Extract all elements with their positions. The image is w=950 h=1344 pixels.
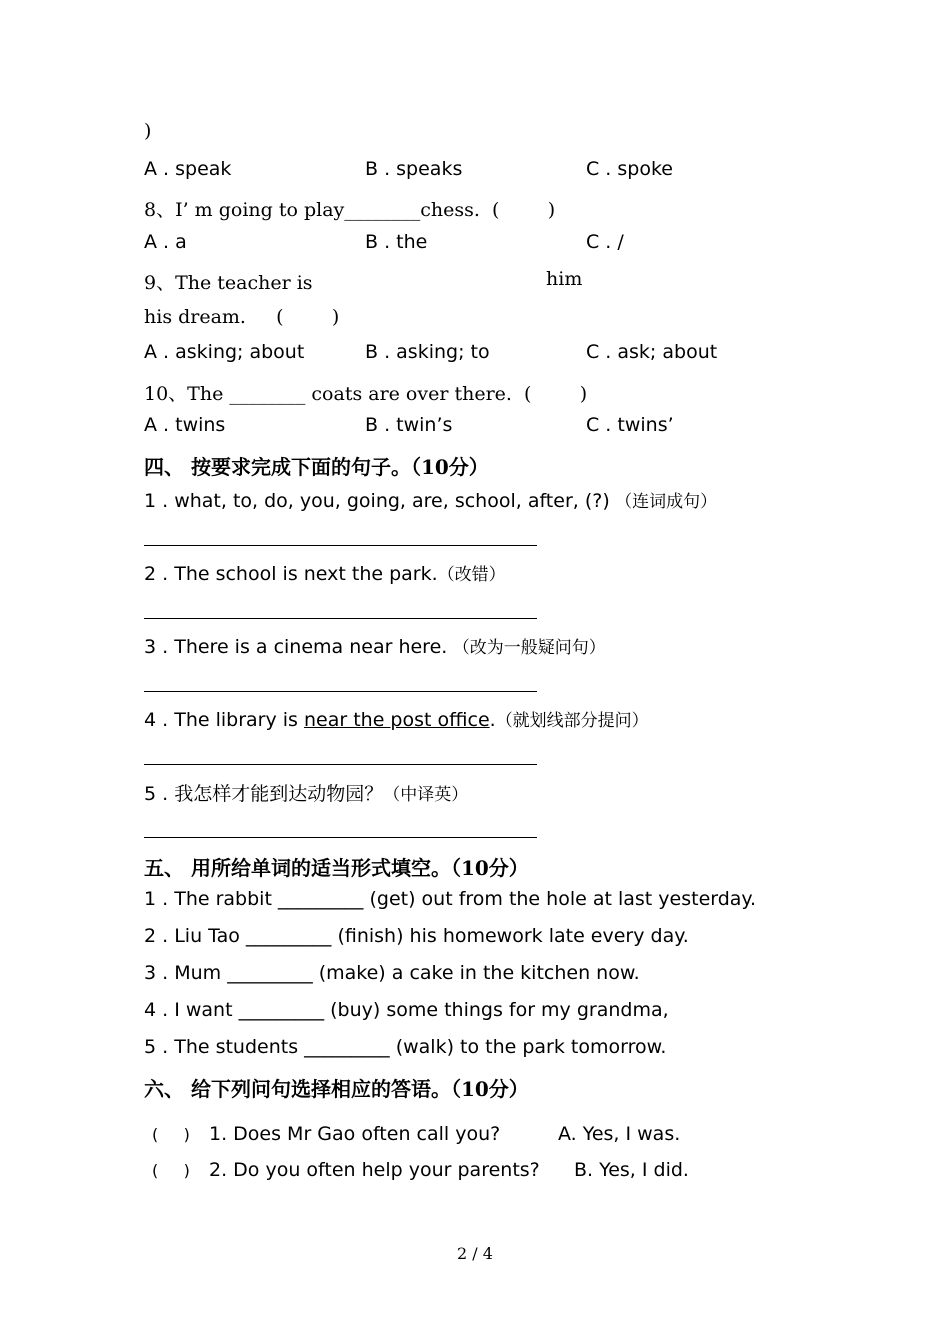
section6-heading: 六、 给下列问句选择相应的答语。（10分） [144,1077,529,1101]
answer-line [144,764,537,765]
q7-option-c: C . spoke [586,158,673,180]
q9-stem-part1: 9、The teacher is [144,272,313,294]
q9-option-a: A . asking; about [144,341,305,363]
q8-stem: 8、I’ m going to play________chess. ( ) [144,199,556,221]
answer-line [144,837,537,838]
q9-option-c: C . ask; about [586,341,718,363]
q7-paren-close: ) [144,120,152,142]
q10-option-c: C . twins’ [586,414,674,436]
s4-item-5 [144,779,468,806]
answer-line [144,545,537,546]
s4-item-4-note: （就划线部分提问） [495,711,649,731]
section4-heading: 四、 按要求完成下面的句子。（10分） [144,455,489,479]
q8-option-b: B . the [365,231,428,253]
q10-stem: 10、The ________ coats are over there. ( ) [144,383,588,405]
q10-option-a: A . twins [144,414,226,436]
q8-option-c: C . / [586,231,624,253]
q7-option-a: A . speak [144,158,232,180]
answer-line [144,618,537,619]
s4-item-4-pre: 4 . The library is [144,709,304,731]
s6-item-2-answer: B. Yes, I did. [574,1159,689,1181]
s6-item-2-paren: ( ) [152,1161,190,1180]
page-number: 2 / 4 [457,1244,493,1263]
q9-option-b: B . asking; to [365,341,490,363]
s6-item-1-question: 1. Does Mr Gao often call you? [209,1123,501,1145]
s5-item-5: 5 . The students _________ (walk) to the park tomorrow. [144,1036,667,1058]
s4-item-1-text: 1 . what, to, do, you, going, are, school, after, (?) [144,490,610,512]
s6-item-1-paren: ( ) [152,1125,190,1144]
s4-item-1 [144,487,717,512]
answer-line [144,691,537,692]
s4-item-4-underlined: near the post office [303,709,490,731]
section5-heading: 五、 用所给单词的适当形式填空。（10分） [144,856,529,880]
s4-item-3-text: 3 . There is a cinema near here. [144,636,448,658]
s4-item-5-note: （中译英） [383,785,469,805]
q7-option-b: B . speaks [365,158,463,180]
s5-item-2: 2 . Liu Tao _________ (finish) his homework late every day. [144,925,689,947]
s5-item-1: 1 . The rabbit _________ (get) out from the hole at last yesterday. [144,888,757,910]
s4-item-4 [144,706,649,731]
s4-item-3-note: （改为一般疑问句） [447,638,606,658]
s4-item-1-note: （连词成句） [609,492,718,512]
q10-option-b: B . twin’s [365,414,453,436]
s5-item-4: 4 . I want _________ (buy) some things for my grandma, [144,999,669,1021]
q9-stem-part1b: him [546,268,583,290]
s4-item-2 [144,560,506,585]
s6-item-2-question: 2. Do you often help your parents? [209,1159,540,1181]
s6-item-1-answer: A. Yes, I was. [558,1123,681,1145]
s4-item-4-post: . [489,709,496,731]
s4-item-2-text: 2 . The school is next the park. [144,563,438,585]
q8-option-a: A . a [144,231,187,253]
s4-item-3 [144,633,606,658]
q9-stem-part2: his dream. ( ) [144,306,340,328]
s4-item-5-text: 5 . 我怎样才能到达动物园？ [144,783,384,805]
s5-item-3: 3 . Mum _________ (make) a cake in the kitchen now. [144,962,640,984]
s4-item-2-note: （改错） [437,565,506,585]
